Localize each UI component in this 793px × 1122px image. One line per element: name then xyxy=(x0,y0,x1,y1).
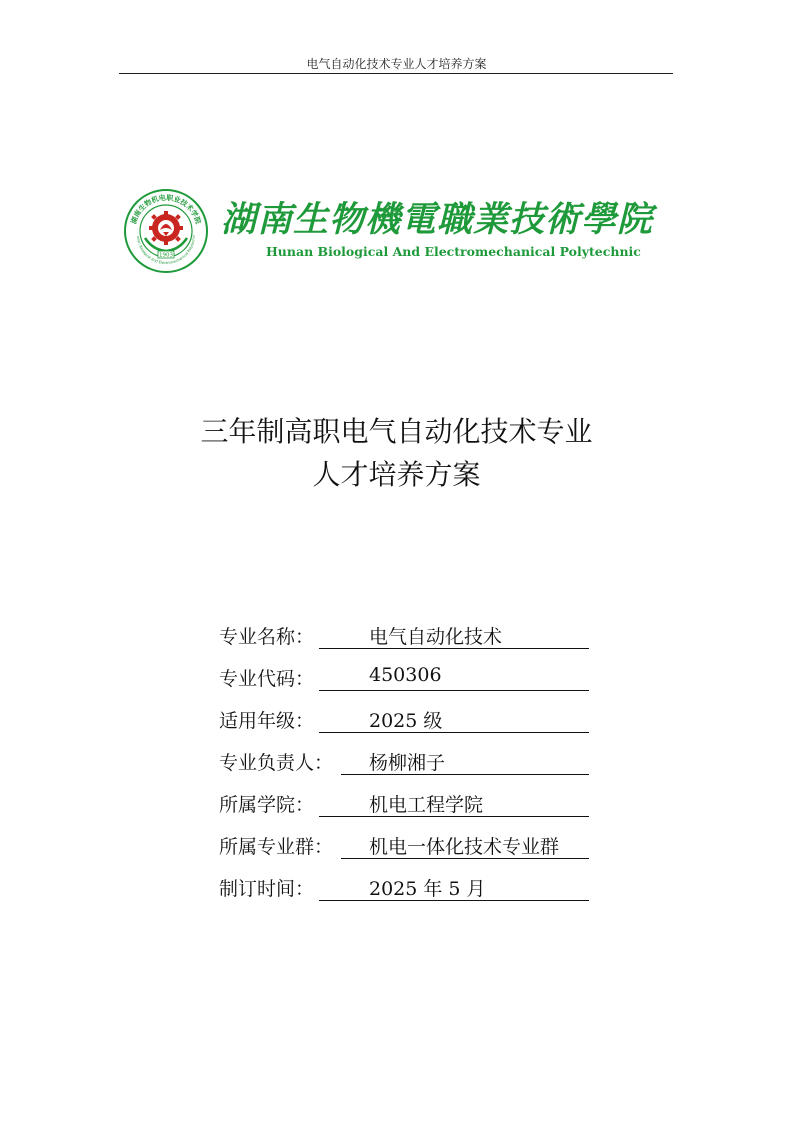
info-label: 专业名称： xyxy=(219,626,315,648)
info-value: 机电一体化技术专业群 xyxy=(369,836,560,858)
info-row-program-lead xyxy=(219,748,599,790)
info-value: 450306 xyxy=(369,664,442,686)
info-value: 杨柳湘子 xyxy=(369,752,446,774)
info-value: 2025 年 5 月 xyxy=(369,878,486,900)
seal-year: 1903 xyxy=(159,252,173,259)
info-value: 2025 级 xyxy=(369,710,443,732)
underline xyxy=(319,690,589,691)
info-row-applicable-grade xyxy=(219,706,599,748)
program-info-table xyxy=(219,622,599,916)
logo-english-name: Hunan Biological And Electromechanical Polytechnic xyxy=(266,244,641,259)
logo-chinese-name: 湖南生物機電職業技術學院 xyxy=(221,199,654,240)
info-label: 制订时间： xyxy=(219,878,315,900)
info-row-date xyxy=(219,874,599,916)
info-label: 所属学院： xyxy=(219,794,315,816)
info-row-major-name xyxy=(219,622,599,664)
underline xyxy=(319,900,589,901)
seal-ring-en: unan Biological And Electromechanical Polytechni xyxy=(135,235,197,266)
running-header: 电气自动化技术专业人才培养方案 xyxy=(306,57,487,71)
college-seal-emblem xyxy=(123,188,209,274)
info-label: 适用年级： xyxy=(219,710,315,732)
document-title-line-1: 三年制高职电气自动化技术专业 xyxy=(200,415,593,448)
info-label: 所属专业群： xyxy=(219,836,334,858)
document-title-line-2: 人才培养方案 xyxy=(312,458,481,491)
header-rule xyxy=(119,73,673,74)
seal-ring-cn: 湖南生物机电职业技术学院 xyxy=(129,193,203,226)
college-logo xyxy=(123,188,683,278)
info-row-major-code xyxy=(219,664,599,706)
info-row-program-group xyxy=(219,832,599,874)
info-row-school xyxy=(219,790,599,832)
underline xyxy=(319,816,589,817)
underline xyxy=(341,858,589,859)
info-value: 电气自动化技术 xyxy=(369,626,503,648)
info-value: 机电工程学院 xyxy=(369,794,484,816)
underline xyxy=(341,774,589,775)
underline xyxy=(319,648,589,649)
info-label: 专业负责人： xyxy=(219,752,334,774)
underline xyxy=(319,732,589,733)
info-label: 专业代码： xyxy=(219,668,315,690)
